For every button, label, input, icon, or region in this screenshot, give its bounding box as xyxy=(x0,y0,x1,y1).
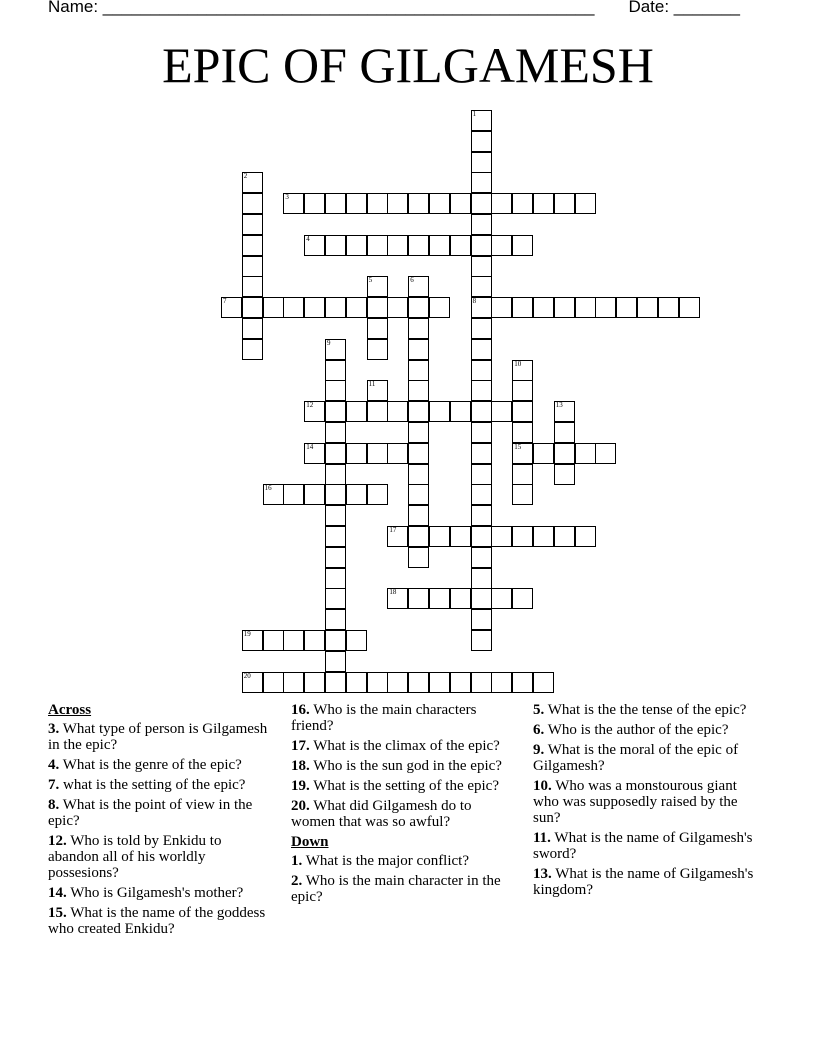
grid-cell[interactable] xyxy=(325,193,346,214)
grid-cell[interactable] xyxy=(387,526,408,547)
grid-cell[interactable] xyxy=(408,547,429,568)
grid-cell[interactable] xyxy=(346,630,367,651)
grid-cell[interactable] xyxy=(471,422,492,443)
clue-across-12: 12. Who is told by Enkidu to abandon all of his worldly possesions? xyxy=(48,833,222,881)
grid-cell[interactable] xyxy=(325,547,346,568)
cell-number: 10 xyxy=(514,359,522,368)
grid-cell[interactable] xyxy=(263,630,284,651)
grid-cell[interactable] xyxy=(263,297,284,318)
grid-cell[interactable] xyxy=(471,526,492,547)
grid-cell[interactable] xyxy=(346,401,367,422)
cell-number: 11 xyxy=(368,380,376,389)
grid-cell[interactable] xyxy=(346,443,367,464)
grid-cell[interactable] xyxy=(346,672,367,693)
grid-cell[interactable] xyxy=(387,235,408,256)
clue-down-11: 11. What is the name of Gilgamesh's sword? xyxy=(533,830,753,862)
clue-across-4: 4. What is the genre of the epic? xyxy=(48,757,242,773)
grid-cell[interactable] xyxy=(325,505,346,526)
grid-cell[interactable] xyxy=(408,672,429,693)
grid-cell[interactable] xyxy=(242,297,263,318)
grid-cell[interactable] xyxy=(429,235,450,256)
grid-cell[interactable] xyxy=(491,672,512,693)
grid-cell[interactable] xyxy=(575,297,596,318)
grid-cell[interactable] xyxy=(575,193,596,214)
grid-cell[interactable] xyxy=(512,360,533,381)
cell-number: 5 xyxy=(368,276,373,285)
cell-number: 2 xyxy=(243,172,248,181)
grid-cell[interactable] xyxy=(283,630,304,651)
grid-cell[interactable] xyxy=(450,672,471,693)
grid-cell[interactable] xyxy=(491,401,512,422)
grid-cell[interactable] xyxy=(325,380,346,401)
cell-number: 9 xyxy=(327,338,331,347)
grid-cell[interactable] xyxy=(325,588,346,609)
grid-cell[interactable] xyxy=(367,193,388,214)
cell-number: 6 xyxy=(410,276,414,285)
grid-cell[interactable] xyxy=(367,672,388,693)
grid-cell[interactable] xyxy=(325,422,346,443)
cell-number: 3 xyxy=(285,193,289,202)
grid-cell[interactable] xyxy=(471,172,492,193)
grid-cell[interactable] xyxy=(512,297,533,318)
grid-cell[interactable] xyxy=(325,672,346,693)
grid-cell[interactable] xyxy=(387,297,408,318)
clue-across-18: 18. Who is the sun god in the epic? xyxy=(291,758,502,774)
grid-cell[interactable] xyxy=(533,193,554,214)
cell-number: 14 xyxy=(306,442,314,451)
grid-cell[interactable] xyxy=(263,672,284,693)
grid-cell[interactable] xyxy=(471,297,492,318)
grid-cell[interactable] xyxy=(554,526,575,547)
clue-down-6: 6. Who is the author of the epic? xyxy=(533,722,729,738)
clue-down-13: 13. What is the name of Gilgamesh's kingdom? xyxy=(533,866,754,898)
clue-across-17: 17. What is the climax of the epic? xyxy=(291,738,500,754)
grid-cell[interactable] xyxy=(346,235,367,256)
grid-cell[interactable] xyxy=(304,401,325,422)
grid-cell[interactable] xyxy=(471,360,492,381)
cell-number: 15 xyxy=(514,442,522,451)
grid-cell[interactable] xyxy=(304,484,325,505)
grid-cell[interactable] xyxy=(471,672,492,693)
grid-cell[interactable] xyxy=(471,568,492,589)
grid-cell[interactable] xyxy=(512,380,533,401)
grid-cell[interactable] xyxy=(512,401,533,422)
grid-cell[interactable] xyxy=(346,297,367,318)
grid-cell[interactable] xyxy=(512,193,533,214)
grid-cell[interactable] xyxy=(367,443,388,464)
grid-cell[interactable] xyxy=(533,297,554,318)
grid-cell[interactable] xyxy=(533,526,554,547)
grid-cell[interactable] xyxy=(408,360,429,381)
cell-number: 17 xyxy=(389,526,397,534)
grid-cell[interactable] xyxy=(408,505,429,526)
grid-cell[interactable] xyxy=(471,339,492,360)
grid-cell[interactable] xyxy=(450,193,471,214)
date-field[interactable]: Date: _______ xyxy=(628,0,740,16)
grid-cell[interactable] xyxy=(242,256,263,277)
grid-cell[interactable] xyxy=(387,401,408,422)
grid-cell[interactable] xyxy=(491,297,512,318)
clue-across-15: 15. What is the name of the goddess who created Enkidu? xyxy=(48,905,266,937)
cell-number: 18 xyxy=(389,588,397,597)
clue-across-7: 7. what is the setting of the epic? xyxy=(48,777,246,793)
grid-cell[interactable] xyxy=(387,443,408,464)
grid-cell[interactable] xyxy=(263,484,284,505)
clue-down-1: 1. What is the major conflict? xyxy=(291,853,470,869)
grid-cell[interactable] xyxy=(471,630,492,651)
name-field[interactable]: Name: ____________________________________________________ xyxy=(48,0,595,16)
grid-cell[interactable] xyxy=(242,235,263,256)
grid-cell[interactable] xyxy=(367,380,388,401)
cell-number: 16 xyxy=(264,484,272,493)
grid-cell[interactable] xyxy=(242,339,263,360)
grid-cell[interactable] xyxy=(471,380,492,401)
grid-cell[interactable] xyxy=(491,193,512,214)
grid-cell[interactable] xyxy=(325,609,346,630)
grid-cell[interactable] xyxy=(367,401,388,422)
grid-cell[interactable] xyxy=(304,672,325,693)
grid-cell[interactable] xyxy=(616,297,637,318)
grid-cell[interactable] xyxy=(408,464,429,485)
clue-column-3 xyxy=(533,702,761,902)
grid-cell[interactable] xyxy=(242,193,263,214)
grid-cell[interactable] xyxy=(471,484,492,505)
grid-cell[interactable] xyxy=(491,526,512,547)
clue-across-19: 19. What is the setting of the epic? xyxy=(291,778,500,794)
grid-cell[interactable] xyxy=(325,360,346,381)
grid-cell[interactable] xyxy=(367,276,388,297)
grid-cell[interactable] xyxy=(283,297,304,318)
grid-cell[interactable] xyxy=(471,214,492,235)
grid-cell[interactable] xyxy=(325,630,346,651)
grid-cell[interactable] xyxy=(471,318,492,339)
grid-cell[interactable] xyxy=(450,235,471,256)
clue-across-14: 14. Who is Gilgamesh's mother? xyxy=(48,885,244,901)
grid-cell[interactable] xyxy=(325,464,346,485)
cell-number: 20 xyxy=(243,671,251,680)
grid-cell[interactable] xyxy=(512,672,533,693)
clue-down-9: 9. What is the moral of the epic of Gilgamesh? xyxy=(533,742,739,774)
cell-number: 19 xyxy=(243,630,251,638)
grid-cell[interactable] xyxy=(471,276,492,297)
grid-cell[interactable] xyxy=(408,401,429,422)
grid-cell[interactable] xyxy=(512,464,533,485)
grid-cell[interactable] xyxy=(408,297,429,318)
grid-cell[interactable] xyxy=(367,318,388,339)
grid-cell[interactable] xyxy=(429,672,450,693)
grid-cell[interactable] xyxy=(304,443,325,464)
grid-cell[interactable] xyxy=(554,422,575,443)
grid-cell[interactable] xyxy=(471,464,492,485)
grid-cell[interactable] xyxy=(595,297,616,318)
grid-cell[interactable] xyxy=(304,235,325,256)
grid-cell[interactable] xyxy=(471,110,492,131)
grid-cell[interactable] xyxy=(512,422,533,443)
grid-cell[interactable] xyxy=(304,297,325,318)
grid-cell[interactable] xyxy=(429,401,450,422)
grid-cell[interactable] xyxy=(346,484,367,505)
clue-down-5: 5. What is the the tense of the epic? xyxy=(533,702,747,718)
grid-cell[interactable] xyxy=(512,526,533,547)
grid-cell[interactable] xyxy=(325,568,346,589)
grid-cell[interactable] xyxy=(325,651,346,672)
grid-cell[interactable] xyxy=(408,193,429,214)
grid-cell[interactable] xyxy=(408,526,429,547)
cell-number: 8 xyxy=(472,297,477,306)
grid-cell[interactable] xyxy=(283,672,304,693)
clue-column-1 xyxy=(48,702,270,941)
cell-number: 1 xyxy=(472,110,477,118)
grid-cell[interactable] xyxy=(512,484,533,505)
grid-cell[interactable] xyxy=(325,297,346,318)
grid-cell[interactable] xyxy=(450,401,471,422)
clue-across-20: 20. What did Gilgamesh do to women that was so awful? xyxy=(291,798,472,830)
down-heading: Down xyxy=(291,834,329,850)
grid-cell[interactable] xyxy=(408,484,429,505)
grid-cell[interactable] xyxy=(658,297,679,318)
grid-cell[interactable] xyxy=(554,443,575,464)
grid-cell[interactable] xyxy=(429,588,450,609)
grid-cell[interactable] xyxy=(325,443,346,464)
clue-down-2: 2. Who is the main character in the epic? xyxy=(291,873,501,905)
cell-number: 4 xyxy=(306,234,310,243)
grid-cell[interactable] xyxy=(471,609,492,630)
grid-cell[interactable] xyxy=(637,297,658,318)
grid-cell[interactable] xyxy=(325,401,346,422)
cell-number: 12 xyxy=(306,401,314,410)
clue-across-16: 16. Who is the main characters friend? xyxy=(291,702,477,734)
grid-cell[interactable] xyxy=(429,297,450,318)
across-heading: Across xyxy=(48,702,92,718)
grid-cell[interactable] xyxy=(408,422,429,443)
grid-cell[interactable] xyxy=(408,235,429,256)
grid-cell[interactable] xyxy=(325,339,346,360)
grid-cell[interactable] xyxy=(408,318,429,339)
cell-number: 13 xyxy=(555,401,563,410)
grid-cell[interactable] xyxy=(471,547,492,568)
grid-cell[interactable] xyxy=(242,172,263,193)
grid-cell[interactable] xyxy=(325,526,346,547)
grid-cell[interactable] xyxy=(283,484,304,505)
grid-cell[interactable] xyxy=(325,484,346,505)
header-line xyxy=(48,0,740,17)
grid-cell[interactable] xyxy=(304,193,325,214)
grid-cell[interactable] xyxy=(242,672,263,693)
grid-cell[interactable] xyxy=(367,297,388,318)
grid-cell[interactable] xyxy=(429,526,450,547)
grid-cell[interactable] xyxy=(512,443,533,464)
grid-cell[interactable] xyxy=(221,297,242,318)
grid-cell[interactable] xyxy=(554,401,575,422)
grid-cell[interactable] xyxy=(367,339,388,360)
grid-cell[interactable] xyxy=(471,235,492,256)
grid-cell[interactable] xyxy=(491,588,512,609)
grid-cell[interactable] xyxy=(533,443,554,464)
grid-cell[interactable] xyxy=(283,193,304,214)
grid-cell[interactable] xyxy=(450,526,471,547)
clue-column-2 xyxy=(291,702,513,909)
grid-cell[interactable] xyxy=(408,588,429,609)
grid-cell[interactable] xyxy=(387,193,408,214)
grid-cell[interactable] xyxy=(367,484,388,505)
grid-cell[interactable] xyxy=(471,131,492,152)
grid-cell[interactable] xyxy=(242,214,263,235)
grid-cell[interactable] xyxy=(408,339,429,360)
grid-cell[interactable] xyxy=(575,443,596,464)
grid-cell[interactable] xyxy=(450,588,471,609)
page-title: EPIC OF GILGAMESH xyxy=(162,37,654,93)
grid-cell[interactable] xyxy=(471,505,492,526)
grid-cell[interactable] xyxy=(242,318,263,339)
grid-cell[interactable] xyxy=(408,276,429,297)
grid-cell[interactable] xyxy=(471,193,492,214)
grid-cell[interactable] xyxy=(387,588,408,609)
grid-cell[interactable] xyxy=(512,235,533,256)
grid-cell[interactable] xyxy=(242,276,263,297)
clue-across-8: 8. What is the point of view in the epic? xyxy=(48,797,253,829)
grid-cell[interactable] xyxy=(512,588,533,609)
grid-cell[interactable] xyxy=(554,464,575,485)
grid-cell[interactable] xyxy=(408,380,429,401)
clue-across-3: 3. What type of person is Gilgamesh in the epic? xyxy=(48,721,268,753)
grid-cell[interactable] xyxy=(595,443,616,464)
grid-cell[interactable] xyxy=(471,152,492,173)
grid-cell[interactable] xyxy=(367,235,388,256)
grid-cell[interactable] xyxy=(429,193,450,214)
grid-cell[interactable] xyxy=(304,630,325,651)
grid-cell[interactable] xyxy=(408,443,429,464)
grid-cell[interactable] xyxy=(471,401,492,422)
grid-cell[interactable] xyxy=(575,526,596,547)
grid-cell[interactable] xyxy=(325,235,346,256)
cell-number: 7 xyxy=(223,297,227,306)
grid-cell[interactable] xyxy=(346,193,367,214)
grid-cell[interactable] xyxy=(554,193,575,214)
grid-cell[interactable] xyxy=(471,443,492,464)
grid-cell[interactable] xyxy=(491,235,512,256)
grid-cell[interactable] xyxy=(554,297,575,318)
clue-down-10: 10. Who was a monstourous giant who was supposedly raised by the sun? xyxy=(533,778,738,826)
grid-cell[interactable] xyxy=(471,256,492,277)
grid-cell[interactable] xyxy=(533,672,554,693)
grid-cell[interactable] xyxy=(387,672,408,693)
grid-cell[interactable] xyxy=(679,297,700,318)
grid-cell[interactable] xyxy=(471,588,492,609)
grid-cell[interactable] xyxy=(242,630,263,651)
